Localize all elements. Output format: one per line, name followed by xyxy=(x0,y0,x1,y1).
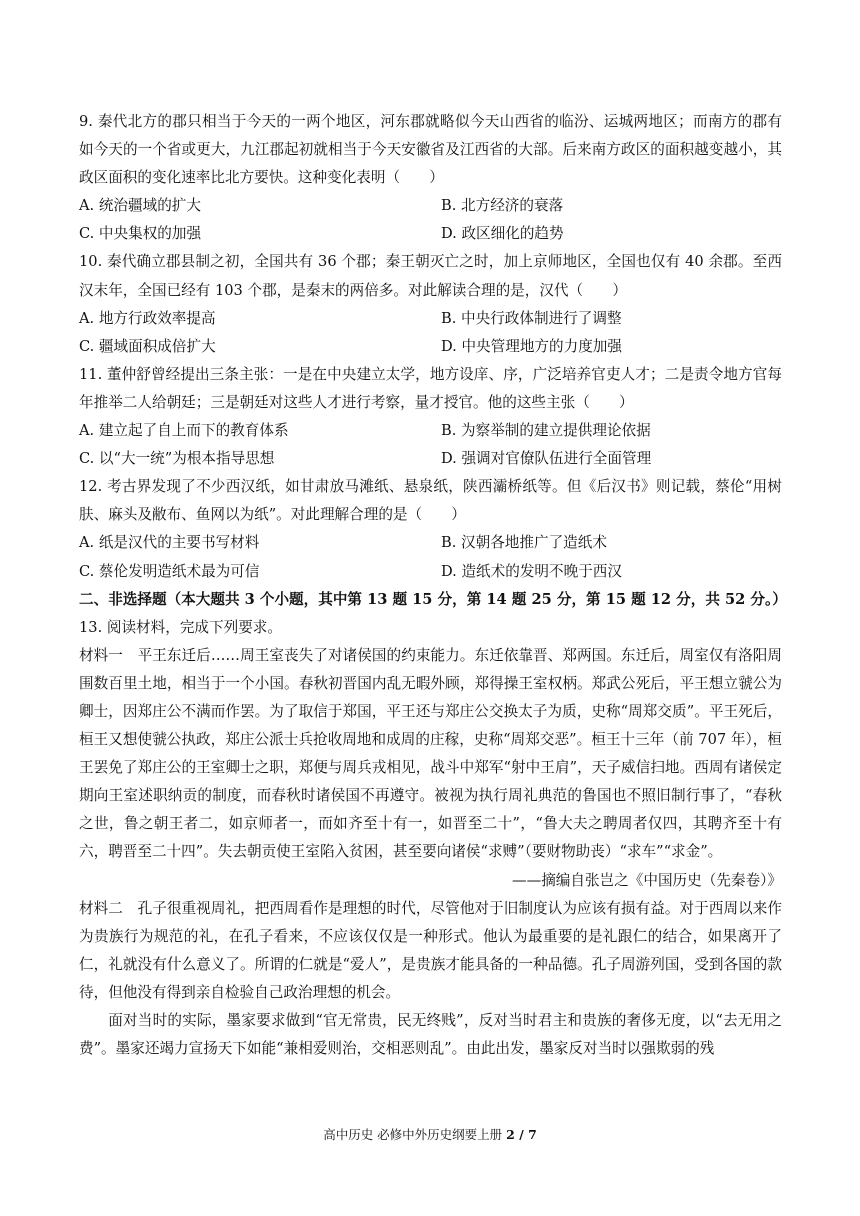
question-stem: 11. 董仲舒曾经提出三条主张：一是在中央建立太学，地方设庠、序，广泛培养官吏人才；二是责令地方官每年推举二人给朝廷；三是朝廷对这些人才进行考察，量才授官。他的这些主张（ ） xyxy=(79,365,782,411)
question-options xyxy=(79,529,782,585)
option-a: A. 建立起了自上而下的教育体系 xyxy=(79,422,289,440)
option-d: D. 政区细化的趋势 xyxy=(441,225,564,243)
question-options xyxy=(79,417,782,473)
option-b: B. 北方经济的衰落 xyxy=(441,197,564,215)
page-footer xyxy=(0,1126,860,1144)
page-content xyxy=(79,108,787,1063)
option-a: A. 地方行政效率提高 xyxy=(79,309,216,327)
option-b: B. 中央行政体制进行了调整 xyxy=(441,309,622,327)
option-d: D. 中央管理地方的力度加强 xyxy=(441,337,622,355)
option-c: C. 以“大一统”为根本指导思想 xyxy=(79,450,275,468)
material-two-paragraph-2: 面对当时的实际，墨家要求做到“官无常贵，民无终贱”，反对当时君主和贵族的奢侈无度，以“去无用之费”。墨家还竭力宣扬天下如能“兼相爱则治，交相恶则乱”。由此出发，墨家反对当时以强欺弱的残 xyxy=(79,1012,782,1058)
option-c: C. 疆域面积成倍扩大 xyxy=(79,337,216,355)
page-number: 2 / 7 xyxy=(506,1127,537,1142)
question-stem: 12. 考古界发现了不少西汉纸，如甘肃放马滩纸、悬泉纸，陕西灞桥纸等。但《后汉书》则记载，蔡伦“用树肤、麻头及敝布、鱼网以为纸”。对此理解合理的是（ ） xyxy=(79,478,782,524)
option-a: A. 统治疆域的扩大 xyxy=(79,197,201,215)
question-stem: 9. 秦代北方的郡只相当于今天的一两个地区，河东郡就略似今天山西省的临汾、运城两地区；而南方的郡有如今天的一个省或更大，九江郡起初就相当于今天安徽省及江西省的大部。后来南方政区的面积越变越小，其政区面积的变化速率比北方要快。这种变化表明（ ） xyxy=(79,113,782,187)
question-10 xyxy=(79,248,782,360)
question-9 xyxy=(79,108,782,248)
question-13-intro: 13. 阅读材料，完成下列要求。 xyxy=(79,618,282,636)
material-one-source: ——摘编自张岂之《中国历史（先秦卷）》 xyxy=(512,871,782,889)
material-one: 材料一 平王东迁后……周王室丧失了对诸侯国的约束能力。东迁依靠晋、郑两国。东迁后，周室仅有洛阳周围数百里土地，相当于一个小国。春秋初晋国内乱无暇外顾，郑得操王室权柄。郑武公死后，平王想立虢公为卿士，因郑庄公不满而作罢。为了取信于郑国，平王还与郑庄公交换太子为质，史称“周郑交质”。平王死后，桓王又想使虢公执政，郑庄公派士兵抢收周地和成周的庄稼，史称“周郑交恶”。桓王十三年（前 707 年），桓王罢免了郑庄公的王室卿士之职，郑便与周兵戎相见，战斗中郑军“射中王肩”，天子威信扫地。西周有诸侯定期向王室述职纳贡的制度，而春秋时诸侯国不再遵守。被视为执行周礼典范的鲁国也不照旧制行事了，“春秋之世，鲁之朝王者二，如京师者一，而如齐至十有一，如晋至二十”，“鲁大夫之聘周者仅四，其聘齐至十有六，聘晋至二十四”。失去朝贡使王室陷入贫困，甚至要向诸侯“求赙”（要财物助丧）“求车”“求金”。 xyxy=(79,646,782,861)
question-11 xyxy=(79,361,782,473)
question-options xyxy=(79,305,782,361)
option-b: B. 汉朝各地推广了造纸术 xyxy=(441,534,607,552)
question-options xyxy=(79,192,782,248)
material-two: 材料二 孔子很重视周礼，把西周看作是理想的时代，尽管他对于旧制度认为应该有损有益。对于西周以来作为贵族行为规范的礼，在孔子看来，不应该仅仅是一种形式。他认为最重要的是礼跟仁的结合，如果离开了仁，礼就没有什么意义了。所谓的仁就是“爱人”，是贵族才能具备的一种品德。孔子周游列国，受到各国的款待，但他没有得到亲自检验自己政治理想的机会。 xyxy=(79,899,782,1001)
option-c: C. 中央集权的加强 xyxy=(79,225,202,243)
option-b: B. 为察举制的建立提供理论依据 xyxy=(441,422,651,440)
option-c: C. 蔡伦发明造纸术最为可信 xyxy=(79,562,260,580)
option-d: D. 造纸术的发明不晚于西汉 xyxy=(441,562,622,580)
footer-text: 高中历史 必修中外历史纲要上册 xyxy=(323,1127,507,1142)
question-stem: 10. 秦代确立郡县制之初，全国共有 36 个郡；秦王朝灭亡之时，加上京师地区，全国也仅有 40 余郡。至西汉末年，全国已经有 103 个郡，是秦末的两倍多。对此解读合理的是，汉代（ ） xyxy=(79,253,782,299)
question-12 xyxy=(79,473,782,585)
option-d: D. 强调对官僚队伍进行全面管理 xyxy=(441,450,652,468)
section-heading: 二、非选择题（本大题共 3 个小题，其中第 13 题 15 分，第 14 题 25 分，第 15 题 12 分，共 52 分。） xyxy=(79,590,787,608)
option-a: A. 纸是汉代的主要书写材料 xyxy=(79,534,260,552)
